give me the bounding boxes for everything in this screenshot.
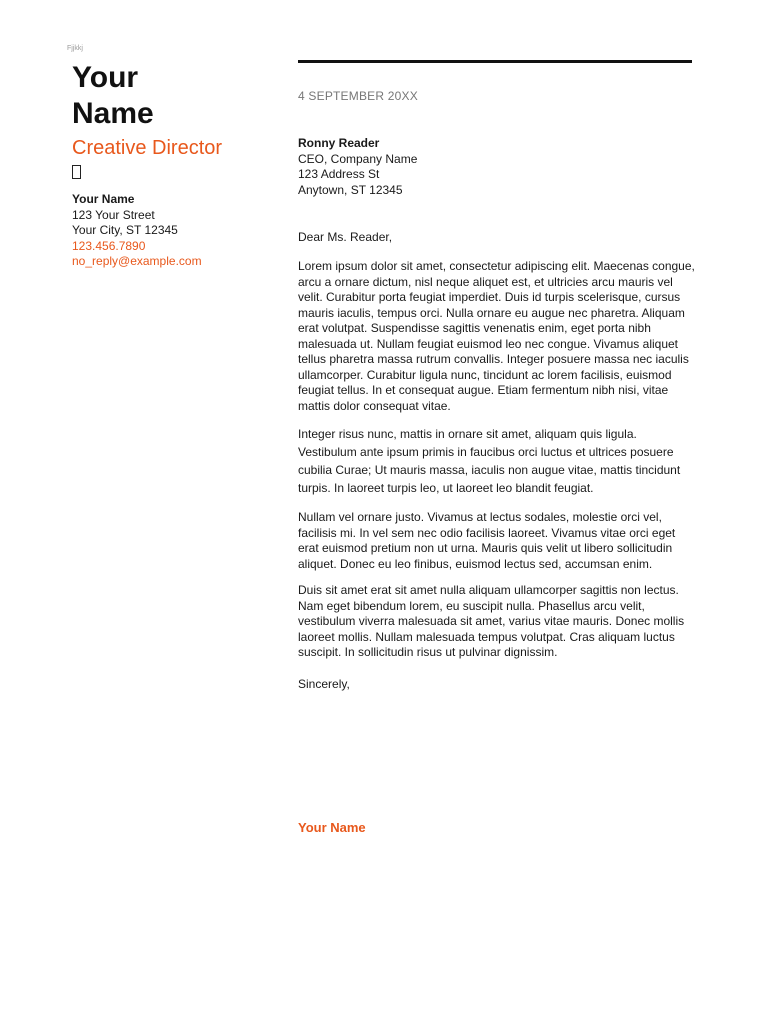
body-paragraph-2: Integer risus nunc, mattis in ornare sit amet, aliquam quis ligula. Vestibulum ante ipsum primis in faucibus orci luctus et ultrices posuere cubilia Curae; Ut mauris massa, iaculis non augue vitae, mattis tincidunt turpis. In laoreet turpis leo, ut laoreet leo blandit feugiat.	[298, 427, 681, 495]
sender-email-link[interactable]: no_reply@example.com	[72, 254, 202, 268]
author-name-line-2: Name	[72, 97, 154, 130]
sender-phone: 123.456.7890	[72, 238, 146, 253]
sidebar	[72, 60, 272, 270]
sender-street: 123 Your Street	[72, 207, 155, 222]
job-title: Creative Director	[72, 137, 223, 159]
recipient-name: Ronny Reader	[298, 136, 380, 150]
closing: Sincerely,	[298, 677, 350, 691]
recipient-city: Anytown, ST 12345	[298, 182, 403, 197]
signature-name: Your Name	[298, 820, 366, 835]
top-divider-rule	[298, 60, 692, 63]
body-paragraph-1: Lorem ipsum dolor sit amet, consectetur adipiscing elit. Maecenas congue, arcu a ornare dictum, nisl neque aliquet est, et ultricies arcu mauris vel velit. Curabitur porta feugiat imperdiet. Duis id turpis scelerisque, cursus mauris iaculis, tempus orci. Nulla ornare eu augue nec pharetra. Aliquam erat volutpat. Suspendisse sagittis venenatis enim, eget porta nibh malesuada ut. Nullam feugiat euismod leo nec congue. Vivamus aliquet tellus pharetra massa rutrum convallis. Integer posuere massa nec iaculis ullamcorper. Curabitur ligula nunc, tincidunt ac lorem facilisis, euismod feugiat tellus. In et consequat augue. Etiam fermentum nibh nisi, vitae mattis dolor consequat vitae.	[298, 259, 695, 413]
recipient-address-block	[298, 136, 417, 198]
header-note: Fjjkkj	[67, 45, 83, 52]
sender-city: Your City, ST 12345	[72, 223, 178, 237]
recipient-title: CEO, Company Name	[298, 151, 418, 166]
body-paragraph-4: Duis sit amet erat sit amet nulla aliquam ullamcorper sagittis non lectus. Nam eget bibendum lorem, eu suscipit nulla. Phasellus arcu velit, vestibulum viverra malesuada sit amet, varius vitae mauris. Donec mollis laoreet mollis. Nullam malesuada tempus volutpat. Cras aliquam luctus suscipit. In sollicitudin risus ut pulvinar dignissim.	[298, 583, 685, 659]
missing-glyph-box-icon	[72, 165, 81, 179]
letter-body	[298, 259, 698, 672]
salutation: Dear Ms. Reader,	[298, 230, 393, 244]
body-paragraph-3: Nullam vel ornare justo. Vivamus at lectus sodales, molestie orci vel, facilisis mi. In vel sem nec odio facilisis laoreet. Vivamus vitae orci eget erat euismod pretium non ut urna. Mauris quis velit ut libero sollicitudin aliquet. Donec eu leo finibus, euismod lectus sed, accumsan enim.	[298, 510, 676, 571]
sender-name: Your Name	[72, 192, 135, 206]
letter-date: 4 SEPTEMBER 20XX	[298, 89, 418, 103]
author-name-heading	[72, 60, 272, 132]
sender-contact-block	[72, 192, 272, 270]
recipient-street: 123 Address St	[298, 167, 380, 181]
author-name-line-1: Your	[72, 61, 139, 94]
